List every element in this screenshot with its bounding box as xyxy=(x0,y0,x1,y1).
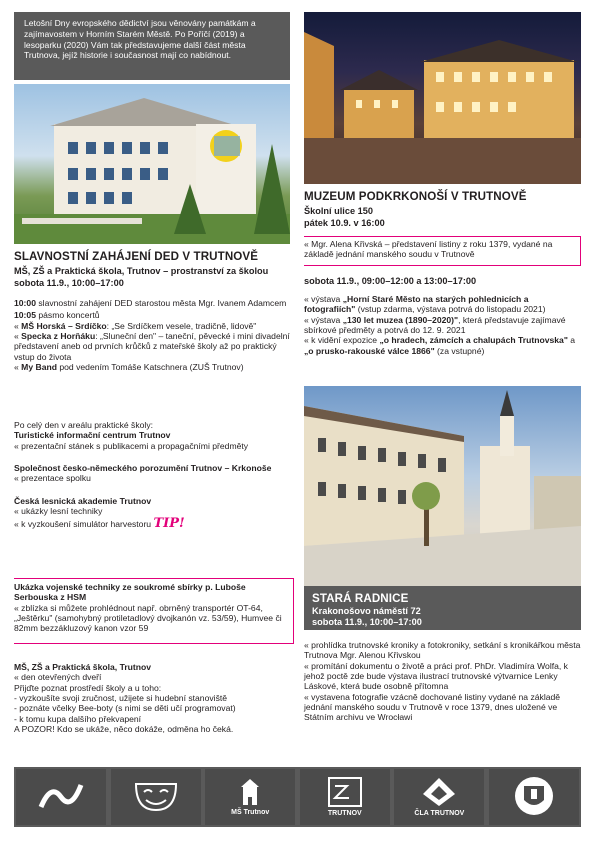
museum-date-2: sobota 11.9., 09:00–12:00 a 13:00–17:00 xyxy=(304,276,477,286)
concert-3-text: pod vedením Tomáše Katschnera (ZUŠ Trutnov) xyxy=(56,361,244,372)
opening-text: slavnostní zahájení DED starostou města Mgr. Ivanem Adamcem xyxy=(35,298,287,308)
face-logo-icon xyxy=(111,769,201,825)
cla-logo-icon: ČLA TRUTNOV xyxy=(394,769,484,825)
tic-item: « prezentační stánek s publikacemi a propagačními předměty xyxy=(14,440,249,451)
townhall-item-3: « vystavena fotografie vzácně dochované listiny vydané na základě jednání manského soudu v Trutnově v roce 1379, dnes uložené ve Státním archivu ve Wrocławi xyxy=(304,691,561,723)
exhibit-1-prefix: « výstava xyxy=(304,294,343,304)
exhibit-3-prefix: « k vidění expozice xyxy=(304,335,380,346)
society-name: Společnost česko-německého porozumění Trutnov – Krkonoše xyxy=(14,462,272,473)
museum-date: pátek 10.9. v 16:00 xyxy=(304,218,385,228)
cla-item-2-text: « k vyzkoušení simulátor harvestoru xyxy=(14,519,152,530)
open-day xyxy=(14,662,292,734)
townhall-date: sobota 11.9., 10:00–17:00 xyxy=(312,616,422,627)
exhibit-2-name: „130 let muzea (1890–2020)" xyxy=(342,314,459,325)
exhibit-1-name: „Horní Staré Město na starých pohlednicích a fotografiích" xyxy=(304,294,529,315)
ded-venue: MŠ, ZŠ a Praktická škola, Trutnov – prostranství za školou xyxy=(14,266,269,276)
intro-box xyxy=(14,12,290,80)
time-1005: 10:05 xyxy=(14,310,36,321)
military-box xyxy=(14,578,294,644)
museum-address: Školní ulice 150 xyxy=(304,206,373,216)
museum-photo xyxy=(304,12,581,184)
museum-program xyxy=(304,294,581,356)
townhall-address: Krakonošovo náměstí 72 xyxy=(312,605,421,616)
cla-item-1: « ukázky lesní techniky xyxy=(14,505,103,516)
exhibit-2-prefix: « výstava xyxy=(304,314,343,325)
cla-item-2 xyxy=(14,516,292,532)
ded-date: sobota 11.9., 10:00–17:00 xyxy=(14,278,124,288)
concerts-text: pásmo koncertů xyxy=(35,310,100,321)
tip-label: TIP! xyxy=(153,516,185,532)
museum-title: MUZEUM PODKRKONOŠÍ V TRUTNOVĚ xyxy=(304,190,527,203)
concert-1-text: : „Se Srdíčkem vesele, tradičně, lidově" xyxy=(106,320,257,331)
townhall-item-1: « prohlídka trutnovské kroniky a fotokroniky, setkání s kronikářkou města Trutnova Mgr. Alenou Křivskou xyxy=(304,640,581,661)
townhall-item-2: « promítání dokumentu o životě a práci prof. PhDr. Vladimíra Wolfa, k jehož poctě zde bude výstava ilustrací trutnovské výtvarnice Lenky Láskové, která bude osobně přítomna xyxy=(304,660,568,692)
townhall-photo xyxy=(304,386,581,586)
society-item: « prezentace spolku xyxy=(14,473,91,484)
exhibit-3-name: „o hradech, zámcích a chalupách Trutnovska" xyxy=(379,335,568,346)
open-day-l6: A POZOR! Kdo se ukáže, něco dokáže, odměna ho čeká. xyxy=(14,723,234,734)
concert-2-name: Specka z Horňáku xyxy=(21,330,96,341)
school-photo xyxy=(14,84,290,244)
ms-trutnov-logo-icon: MŠ Trutnov xyxy=(205,769,295,825)
open-day-l3: - vyzkoušíte svoji zručnost, užijete si hudební stanoviště xyxy=(14,692,228,703)
intro-text: Letošní Dny evropského dědictví jsou věnovány památkám a zajímavostem v Horním Starém Městě. Po Poříčí (2019) a lesoparku (2020) Vám tak představujeme další část města Trutnova, jejíž historie i současnost mají co nabídnout. xyxy=(24,18,256,61)
exhibit-1-note: (vstup zdarma, výstava potrvá do listopadu 2021) xyxy=(355,304,546,315)
townhall-header xyxy=(304,586,581,630)
zus-logo-icon: TRUTNOV xyxy=(300,769,390,825)
open-day-school: MŠ, ZŠ a Praktická škola, Trutnov xyxy=(14,662,152,672)
concert-3-name: My Band xyxy=(21,361,57,372)
open-day-l2: Přijďte poznat prostředí školy a u toho: xyxy=(14,682,162,693)
military-title: Ukázka vojenské techniky ze soukromé sbírky p. Luboše Serbouska z HSM xyxy=(14,582,246,603)
exhibit-3-note: (za vstupné) xyxy=(434,345,485,356)
townhall-program xyxy=(304,640,581,723)
exhibit-4-name: „o prusko-rakouské válce 1866" xyxy=(304,345,435,356)
ded-title: SLAVNOSTNÍ ZAHÁJENÍ DED V TRUTNOVĚ xyxy=(14,250,259,263)
concert-1-name: MŠ Horská – Srdíčko xyxy=(21,320,107,331)
tic-name: Turistické informační centrum Trutnov xyxy=(14,430,171,441)
concert-2-text: : „Sluneční den" – taneční, pěvecké i mini divadelní představení aneb od prvních krůčků z mateřské školy až po praktický vstup do života xyxy=(14,330,290,362)
ded-logo-icon xyxy=(16,769,106,825)
exhibit-3-joiner: a xyxy=(567,335,576,346)
time-1000: 10:00 xyxy=(14,298,36,308)
ded-allday xyxy=(14,420,292,532)
cla-name: Česká lesnická akademie Trutnov xyxy=(14,495,152,506)
museum-friday-item: « Mgr. Alena Křivská – představení listiny z roku 1379, vydané na základě jednání manského soudu v Trutnově xyxy=(304,239,553,260)
open-day-l1: « den otevřených dveří xyxy=(14,672,102,683)
museum-friday-box xyxy=(304,236,581,266)
military-text: « zblízka si můžete prohlédnout např. obrněný transportér OT-64, „Ještěrku" (samohybný protiletadlový dvojkanón vz. 53/59), Humvee či 82mm bezzákluzový kanon vzor 59 xyxy=(14,602,282,634)
ded-program: 10:00 slavnostní zahájení DED starostou města Mgr. Ivanem Adamcem 10:05 pásmo koncertů « MŠ Horská – Srdíčko: „Se Srdíčkem vesele, tradičně, lidově" « Specka z Horňáku: „Sluneční den" – taneční, pěvecké i mini divadelní představení aneb od prvních krůčků z mateřské školy až po praktický vstup do života « My Band pod vedením Tomáše Katschnera (ZUŠ Trutnov) xyxy=(14,298,290,372)
exhibit-2-note: , která představuje zajímavé sbírkové předměty a potrvá do 12. 9. 2021 xyxy=(304,314,566,335)
open-day-l5: - k tomu kupa dalšího překvapení xyxy=(14,713,142,724)
open-day-l4: - poznáte včelky Bee-boty (s nimi se děti učí programovat) xyxy=(14,703,236,714)
city-crest-icon xyxy=(489,769,579,825)
partner-logos xyxy=(14,767,581,827)
townhall-title: STARÁ RADNICE xyxy=(312,592,409,605)
allday-heading: Po celý den v areálu praktické školy: xyxy=(14,420,153,430)
